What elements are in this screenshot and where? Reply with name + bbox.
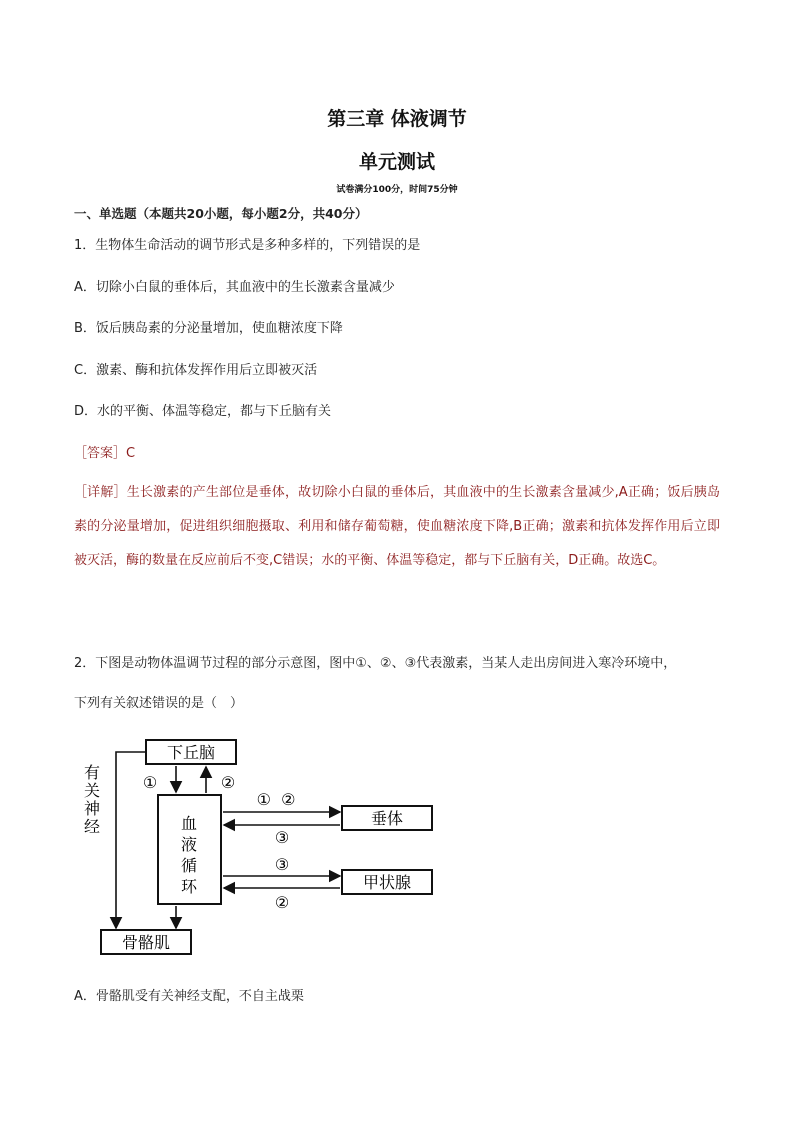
blood-char-1: 血	[180, 814, 198, 833]
nerve-char-3: 神	[83, 799, 101, 818]
thermoregulation-diagram	[72, 730, 442, 966]
question-1-option-a: A．切除小白鼠的垂体后，其血液中的生长激素含量减少	[74, 280, 395, 295]
exam-info: 试卷满分100分，时间75分钟	[336, 185, 458, 195]
blood-char-4: 环	[180, 877, 198, 896]
question-2-option-a: A．骨骼肌受有关神经支配，不自主战栗	[74, 989, 304, 1004]
question-1-option-b: B．饭后胰岛素的分泌量增加，使血糖浓度下降	[74, 321, 343, 336]
question-1-explanation: ［详解］生长激素的产生部位是垂体，故切除小白鼠的垂体后，其血液中的生长激素含量减少,A正确；饭后胰岛素的分泌量增加，促进组织细胞摄取、利用和储存葡萄糖，使血糖浓度下降,B正确；激素和抗体发挥作用后立即被灭活，酶的数量在反应前后不变,C错误；水的平衡、体温等稳定，都与下丘脑有关，D正确。故选C。	[74, 485, 720, 568]
hypothalamus-box	[146, 740, 236, 764]
question-1-option-d: D．水的平衡、体温等稳定，都与下丘脑有关	[74, 404, 332, 419]
question-1-answer: ［答案］C	[74, 446, 136, 461]
pituitary-box	[342, 806, 432, 830]
nerve-char-4: 经	[83, 817, 101, 836]
skeletal-muscle-label: 骨骼肌	[121, 933, 171, 952]
label-hormone-1-down: ①	[142, 773, 158, 792]
label-from-pituitary: ③	[274, 828, 290, 847]
chapter-title: 第三章 体液调节	[327, 108, 467, 130]
pituitary-label: 垂体	[370, 809, 404, 828]
hypothalamus-label: 下丘脑	[166, 743, 216, 762]
question-2-stem-line-1: 2．下图是动物体温调节过程的部分示意图，图中①、②、③代表激素，当某人走出房间进入寒冷环境中，	[74, 656, 677, 671]
question-1-option-c: C．激素、酶和抗体发挥作用后立即被灭活	[74, 363, 318, 378]
nerve-char-1: 有	[83, 763, 101, 782]
label-to-pituitary: ① ②	[256, 790, 296, 809]
label-hormone-2-up: ②	[220, 773, 236, 792]
label-to-thyroid: ③	[274, 855, 290, 874]
thyroid-label: 甲状腺	[362, 873, 412, 892]
question-1-stem: 1．生物体生命活动的调节形式是多种多样的，下列错误的是	[74, 238, 421, 253]
skeletal-muscle-box	[101, 930, 191, 954]
unit-title: 单元测试	[358, 151, 435, 173]
blood-char-2: 液	[180, 835, 198, 854]
nerve-char-2: 关	[83, 781, 101, 800]
blood-char-3: 循	[180, 856, 198, 875]
blood-circulation-box	[158, 795, 221, 904]
thyroid-box	[342, 870, 432, 894]
question-2-stem-line-2: 下列有关叙述错误的是（ ）	[74, 696, 244, 711]
label-from-thyroid: ②	[274, 893, 290, 912]
section-heading: 一、单选题（本题共20小题，每小题2分，共40分）	[74, 206, 368, 221]
nerve-arrow	[116, 752, 146, 928]
